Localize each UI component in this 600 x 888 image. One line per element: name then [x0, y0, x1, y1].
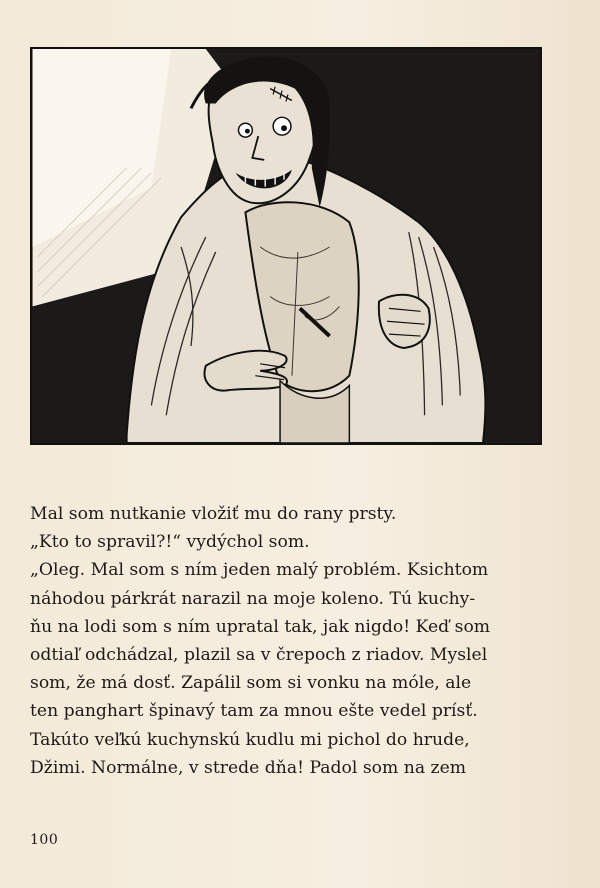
body-text: [30, 500, 560, 782]
man-showing-wound-illustration: [30, 47, 542, 445]
page-number: 100: [30, 832, 59, 848]
text-line: Takúto veľkú kuchynskú kudlu mi pichol do hrude,: [30, 729, 470, 750]
text-line: som, že má dosť. Zapálil som si vonku na móle, ale: [30, 673, 472, 694]
text-line: odtiaľ odchádzal, plazil sa v črepoch z riadov. Myslel: [30, 645, 488, 666]
paragraph-2: [30, 528, 560, 556]
text-line: Džimi. Normálne, v strede dňa! Padol som na zem: [30, 757, 467, 778]
text-line: „Oleg. Mal som s ním jeden malý problém. Ksichtom: [30, 560, 489, 581]
text-line: „Kto to spravil?!“ vydýchol som.: [30, 532, 310, 553]
text-line: ten panghart špinavý tam za mnou ešte vedel prísť.: [30, 701, 478, 722]
text-line: Mal som nutkanie vložiť mu do rany prsty.: [30, 504, 397, 524]
paragraph-1: [30, 500, 560, 528]
text-line: ňu na lodi som s ním upratal tak, jak nigdo! Keď som: [30, 616, 491, 637]
text-line: náhodou párkrát narazil na moje koleno. Tú kuchy-: [30, 588, 476, 609]
paragraph-3: [30, 556, 560, 782]
